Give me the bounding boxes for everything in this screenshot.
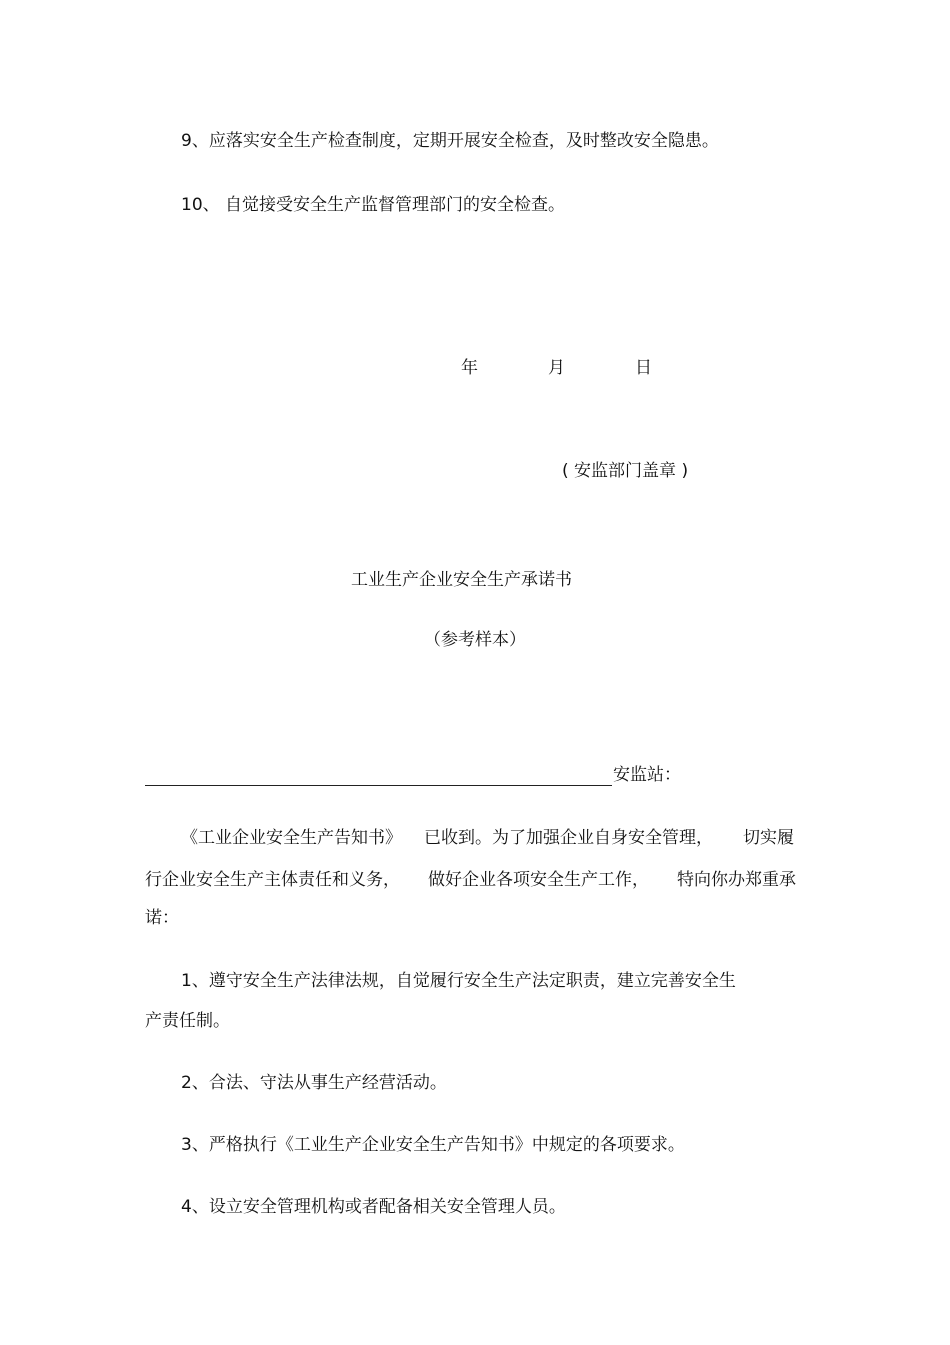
document-subtitle: （参考样本）: [424, 630, 526, 650]
date-month-label: 月: [548, 358, 565, 378]
intro-line-1-part-3: 切实履: [743, 828, 794, 848]
commitment-1-line-2: 产责任制。: [145, 1011, 230, 1031]
date-year-label: 年: [461, 358, 478, 378]
list-item-10: 10、 自觉接受安全生产监督管理部门的安全检查。: [181, 195, 566, 215]
commitment-1-line-1: 1、遵守安全生产法律法规，自觉履行安全生产法定职责，建立完善安全生: [181, 971, 736, 991]
addressee-blank-line: [145, 785, 612, 786]
intro-line-1: [181, 830, 794, 847]
list-item-9: 9、应落实安全生产检查制度，定期开展安全检查，及时整改安全隐患。: [181, 131, 719, 151]
commitment-3: 3、严格执行《工业生产企业安全生产告知书》中规定的各项要求。: [181, 1135, 685, 1155]
commitment-2: 2、合法、守法从事生产经营活动。: [181, 1073, 447, 1093]
intro-line-3: 诺：: [145, 908, 179, 928]
date-day-label: 日: [635, 358, 652, 378]
intro-line-1-part-1: 《工业企业安全生产告知书》: [181, 828, 402, 848]
seal-note: ( 安监部门盖章 ): [562, 461, 689, 481]
intro-line-2: [145, 872, 796, 889]
intro-line-2-part-1: 行企业安全生产主体责任和义务，: [145, 870, 400, 890]
intro-line-2-part-2: 做好企业各项安全生产工作，: [428, 870, 649, 890]
addressee-suffix: 安监站：: [613, 765, 681, 785]
document-title: 工业生产企业安全生产承诺书: [351, 570, 572, 590]
intro-line-2-part-3: 特向你办郑重承: [677, 870, 796, 890]
commitment-4: 4、设立安全管理机构或者配备相关安全管理人员。: [181, 1197, 566, 1217]
intro-line-1-part-2: 已收到。为了加强企业自身安全管理，: [424, 828, 713, 848]
